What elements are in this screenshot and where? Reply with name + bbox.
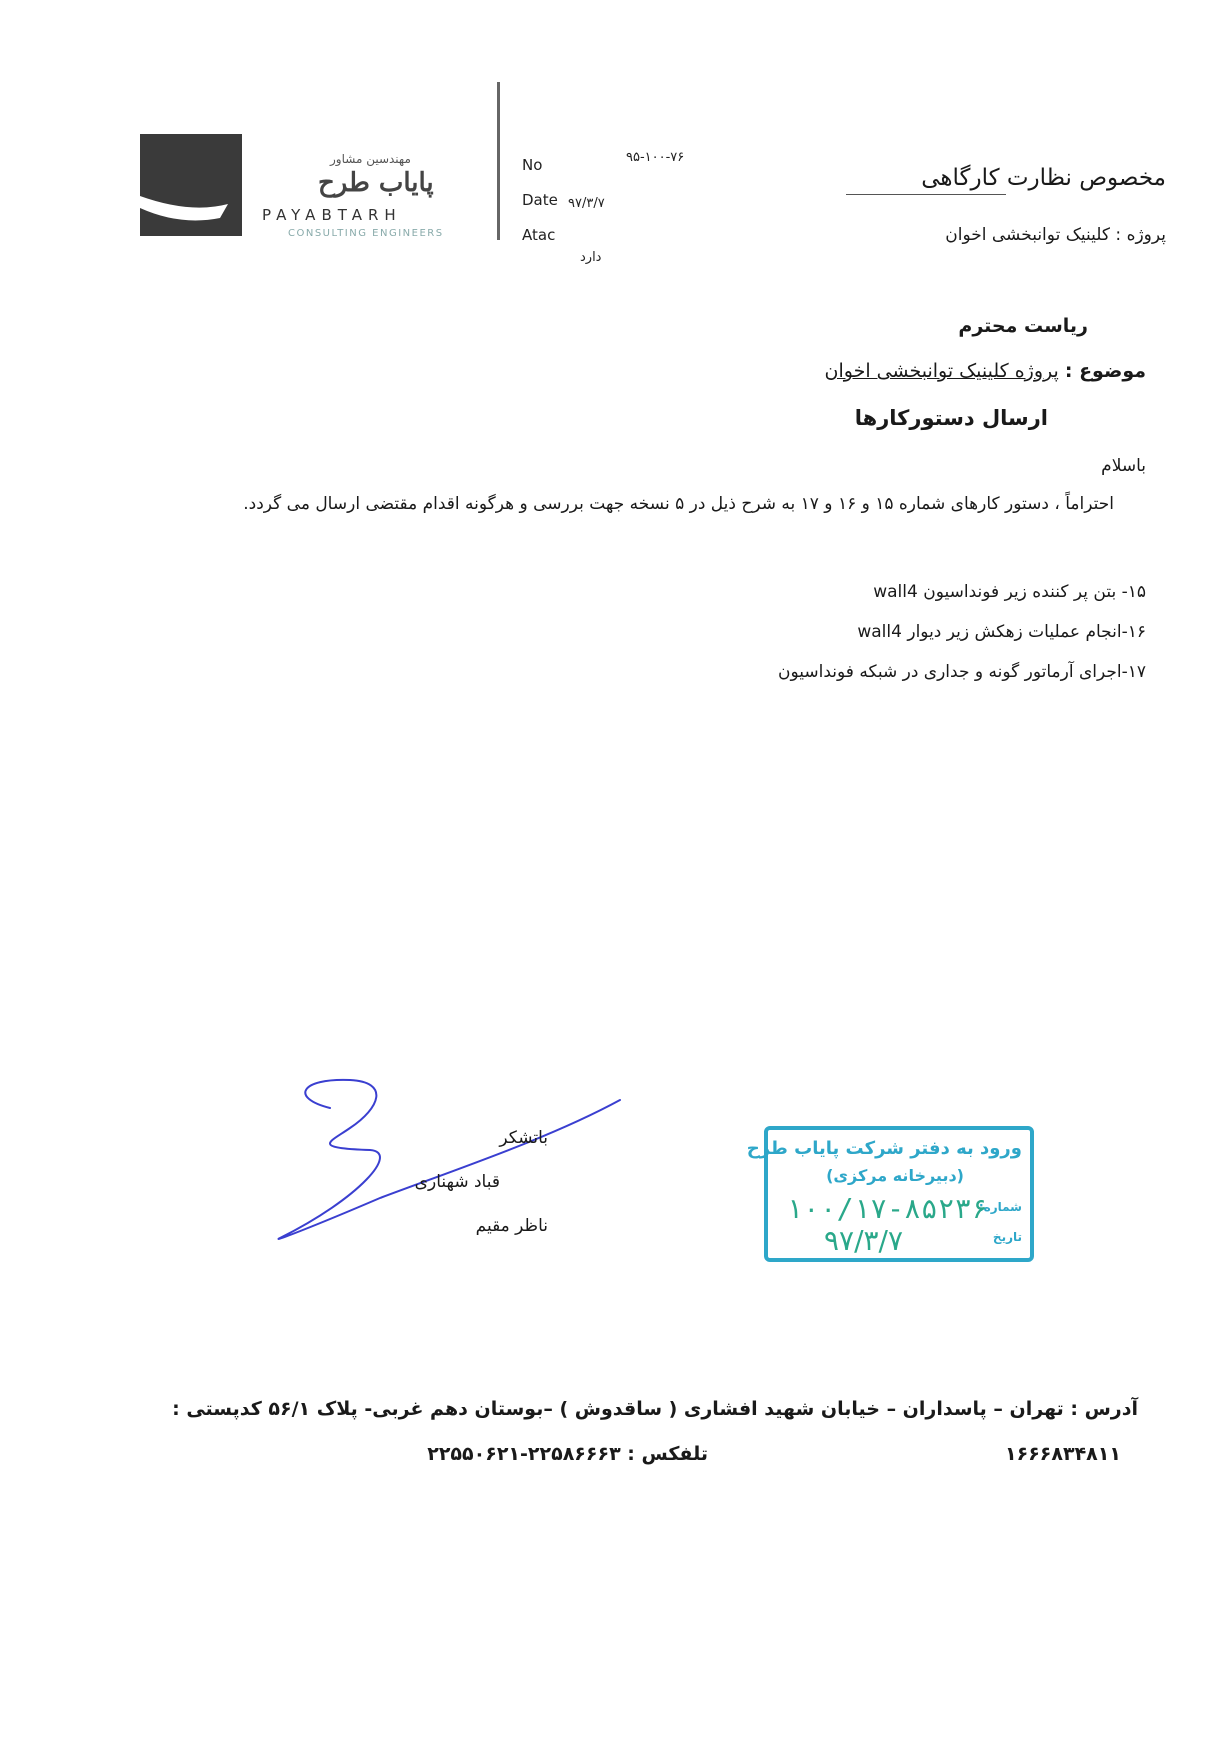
greeting: باسلام [1101,456,1146,476]
header-project: پروژه : کلینیک توانبخشی اخوان [945,225,1166,245]
header-divider [497,82,500,240]
stamp-title: ورود به دفتر شرکت پایاب طرح [746,1138,1022,1159]
logo-persian-name: پایاب طرح [318,168,434,198]
stamp-date-value: ۹۷/۳/۷ [824,1224,904,1257]
logo-swoosh-icon [140,134,242,236]
stamp-number-value: ۱۰۰/۱۷-۸۵۲۳۶ [786,1192,989,1225]
signature-thanks: باتشکر [499,1128,548,1148]
recipient: ریاست محترم [958,315,1088,337]
signature-name: قباد شهناری [414,1172,500,1192]
letter-attachment-label: Atac [522,226,556,244]
footer-phone: تلفکس : ۲۲۵۸۶۶۶۳-۲۲۵۵۰۶۲۱ [427,1443,708,1465]
stamp-subtitle: (دبیرخانه مرکزی) [826,1166,964,1185]
logo-english-name: PAYABTARH [262,206,402,224]
header-title-underline [846,194,1006,195]
list-item: ۱۵- بتن پر کننده زیر فونداسیون wall4 [873,582,1146,602]
body-paragraph: احتراماً ، دستور کارهای شماره ۱۵ و ۱۶ و ۱۷ به شرح ذیل در ۵ نسخه جهت بررسی و هرگونه اقدام مقتضی ارسال می گردد. [243,494,1114,514]
letter-date-value: ۹۷/۳/۷ [568,196,605,211]
letter-number-value: ۹۵-۱۰۰-۷۶ [626,150,685,165]
receipt-stamp [746,1126,1034,1262]
list-item: ۱۶-انجام عملیات زهکش زیر دیوار wall4 [857,622,1146,642]
stamp-number-label: شماره: [978,1200,1022,1214]
subject-label: موضوع : [1064,360,1146,382]
letter-heading: ارسال دستورکارها [854,406,1048,430]
header-title: مخصوص نظارت کارگاهی [921,165,1166,191]
company-logo-mark [140,134,242,236]
handwritten-signature [270,1078,630,1248]
logo-persian-subtitle: مهندسین مشاور [330,152,411,166]
list-item: ۱۷-اجرای آرماتور گونه و جداری در شبکه فونداسیون [778,662,1146,682]
letter-date-label: Date [522,191,558,209]
subject-value: پروژه کلینیک توانبخشی اخوان [824,360,1059,382]
footer-postal-code: ۱۶۶۶۸۳۴۸۱۱ [1005,1443,1121,1465]
letter-number-label: No [522,156,543,174]
letter-attachment-value: دارد [580,250,602,265]
signature-role: ناظر مقیم [475,1216,548,1236]
logo-english-subtitle: CONSULTING ENGINEERS [288,228,444,239]
footer-address: آدرس : تهران – پاسداران – خیابان شهید افشاری ( ساقدوش ) –بوستان دهم غربی- پلاک ۵۶/۱ کدپستی : [172,1398,1138,1420]
subject-line [825,360,1146,382]
stamp-date-label: تاریخ [992,1230,1022,1244]
